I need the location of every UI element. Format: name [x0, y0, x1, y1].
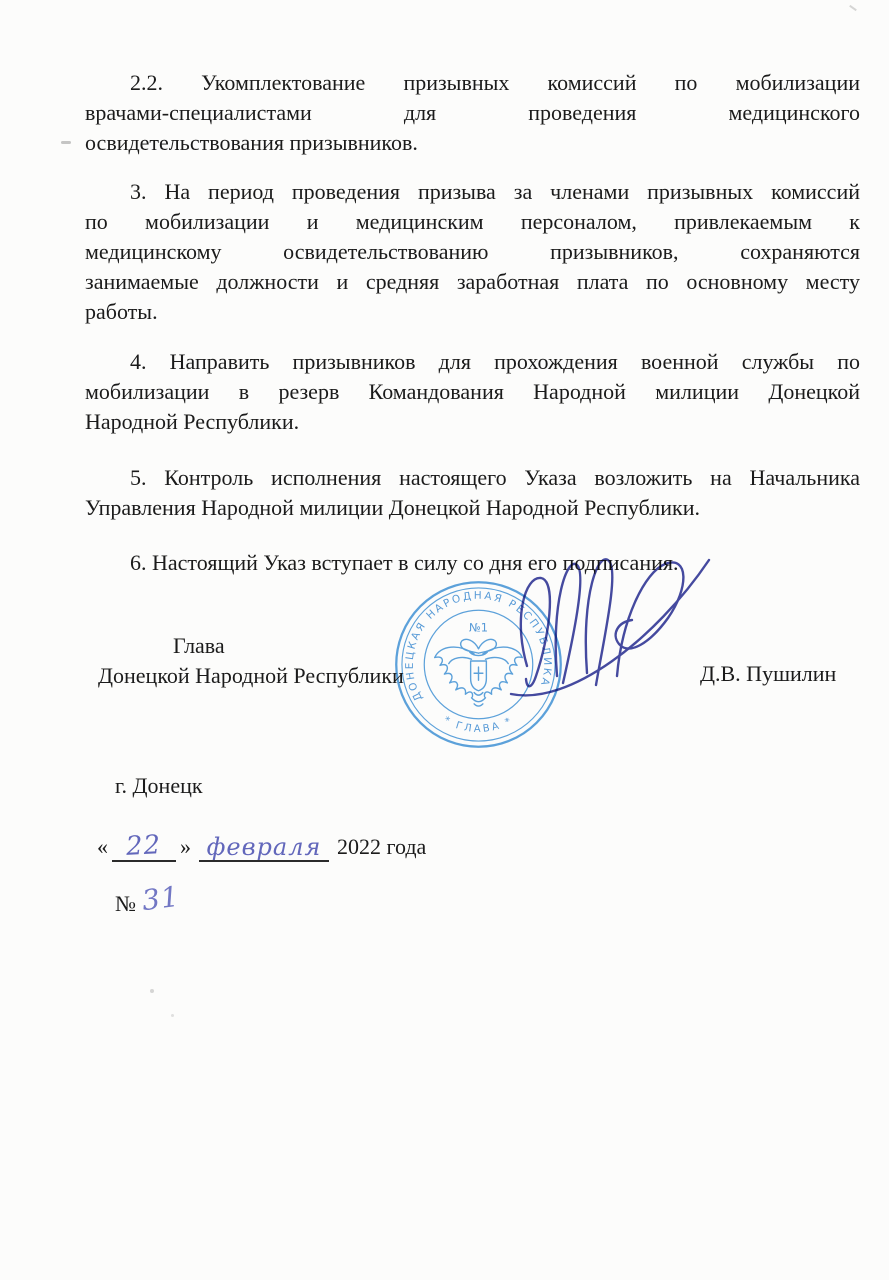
- signer-title-line1: Глава: [173, 633, 225, 658]
- handwritten-day: 22: [125, 830, 163, 862]
- text-line: занимаемые должности и средняя заработная плата по основному месту: [85, 269, 860, 294]
- clause-6: [85, 548, 860, 578]
- text-line: по мобилизации и медицинским персоналом, привлекаемым к: [85, 209, 860, 234]
- stamp-ring-text: ДОНЕЦКАЯ НАРОДНАЯ РЕСПУБЛИКА: [403, 589, 554, 703]
- scan-artifact: [150, 989, 154, 993]
- handwritten-month: февраля: [206, 833, 322, 861]
- text-line: 2.2. Укомплектование призывных комиссий по мобилизации: [130, 70, 860, 95]
- signer-name: Д.В. Пушилин: [700, 661, 837, 686]
- text-line: врачами-специалистами для проведения медицинского: [85, 100, 860, 125]
- registration-number-label: №: [115, 891, 136, 916]
- date-month-blank: [199, 833, 329, 862]
- text-line: 5. Контроль исполнения настоящего Указа возложить на Начальника: [130, 465, 860, 490]
- city-line: г. Донецк: [115, 773, 203, 798]
- text-line: освидетельствования призывников.: [85, 130, 418, 155]
- text-line: работы.: [85, 299, 158, 324]
- text-line: 3. На период проведения призыва за членами призывных комиссий: [130, 179, 860, 204]
- handwritten-signature: [505, 548, 715, 708]
- date-line: [97, 830, 427, 862]
- quote-close: »: [180, 834, 191, 859]
- date-day-blank: [112, 830, 176, 862]
- clause-5: [85, 463, 860, 523]
- text-line: медицинскому освидетельствованию призывников, сохраняются: [85, 239, 860, 264]
- quote-open: «: [97, 834, 108, 859]
- text-line: Народной Республики.: [85, 409, 300, 434]
- decree-body: [85, 68, 860, 578]
- year-text: 2022 года: [337, 834, 427, 859]
- clause-4: [85, 347, 860, 437]
- scan-artifact: [61, 141, 71, 144]
- stamp-bottom-text: * ГЛАВА *: [441, 714, 516, 735]
- scan-artifact: [849, 5, 857, 11]
- scan-artifact: [171, 1014, 174, 1017]
- clause-3: [85, 177, 860, 327]
- clause-2-2: [85, 68, 860, 158]
- text-line: 4. Направить призывников для прохождения военной службы по: [130, 349, 860, 374]
- signer-title-line2: Донецкой Народной Республики: [98, 663, 404, 688]
- text-line: 6. Настоящий Указ вступает в силу со дня его подписания.: [130, 550, 679, 575]
- handwritten-registration-number: 31: [140, 879, 182, 918]
- stamp-number: №1: [468, 620, 489, 635]
- signature-strokes: [505, 548, 715, 708]
- text-line: мобилизации в резерв Командования Народной милиции Донецкой: [85, 379, 860, 404]
- text-line: Управления Народной милиции Донецкой Народной Республики.: [85, 495, 701, 520]
